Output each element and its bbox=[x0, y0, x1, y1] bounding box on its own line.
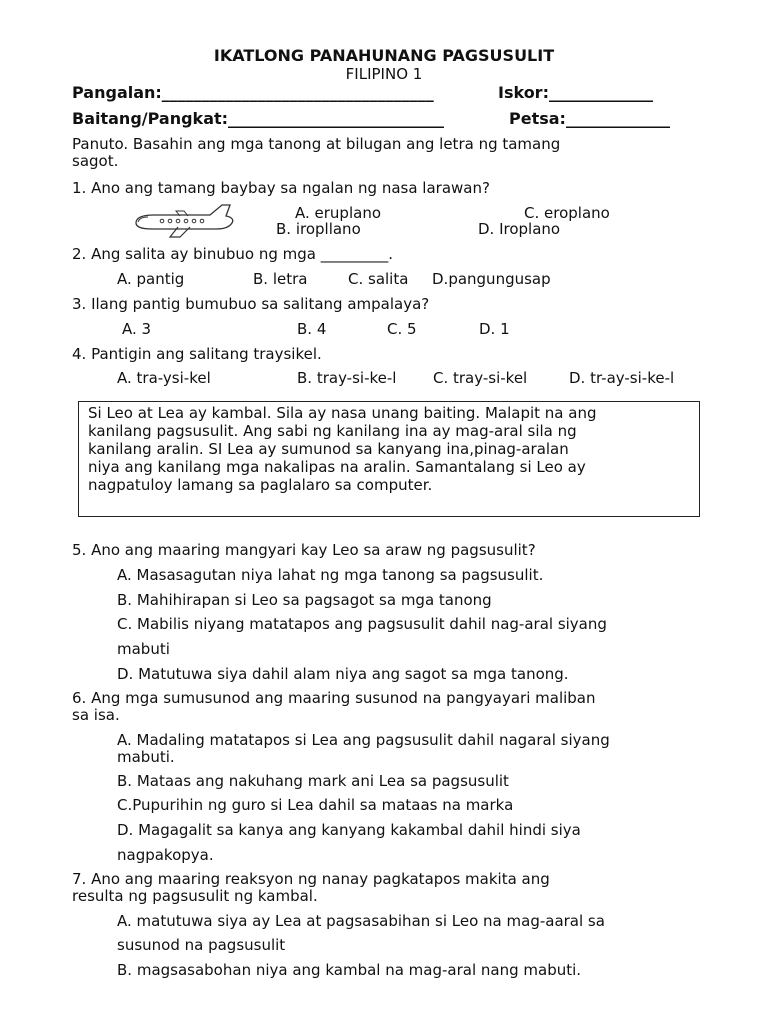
passage-line: Si Leo at Lea ay kambal. Sila ay nasa unang baiting. Malapit na ang bbox=[88, 404, 597, 422]
q6-choice-a-cont: mabuti. bbox=[117, 748, 175, 766]
reading-passage-box bbox=[78, 401, 700, 517]
subject-label: FILIPINO 1 bbox=[345, 65, 423, 83]
reading-passage-text bbox=[88, 404, 693, 494]
q1-choice-c[interactable]: C. eroplano bbox=[524, 204, 610, 222]
q1-choice-d[interactable]: D. Iroplano bbox=[478, 220, 561, 238]
q5-choice-c-cont: mabuti bbox=[117, 640, 170, 658]
q4-choice-a[interactable]: A. tra-ysi-kel bbox=[117, 369, 211, 387]
q7-choice-a-cont: susunod na pagsusulit bbox=[117, 936, 286, 954]
q4-choice-b[interactable]: B. tray-si-ke-l bbox=[297, 369, 397, 387]
q5-choice-b[interactable]: B. Mahihirapan si Leo sa pagsagot sa mga tanong bbox=[117, 591, 492, 609]
passage-line: kanilang aralin. SI Lea ay sumunod sa kanyang ina,pinag-aralan bbox=[88, 440, 569, 458]
passage-line: niya ang kanilang mga nakalipas na aralin. Samantalang si Leo ay bbox=[88, 458, 586, 476]
q4-choice-c[interactable]: C. tray-si-kel bbox=[433, 369, 528, 387]
passage-line: kanilang pagsusulit. Ang sabi ng kanilang ina ay mag-aral sila ng bbox=[88, 422, 577, 440]
q7-choice-b[interactable]: B. magsasabohan niya ang kambal na mag-aral nang mabuti. bbox=[117, 961, 582, 979]
instructions-line-2: sagot. bbox=[72, 152, 119, 170]
question-2: 2. Ang salita ay binubuo ng mga _________. bbox=[72, 245, 393, 263]
airplane-icon bbox=[130, 203, 238, 239]
q3-choice-a[interactable]: A. 3 bbox=[122, 320, 152, 338]
question-7: 7. Ano ang maaring reaksyon ng nanay pagkatapos makita ang bbox=[72, 870, 550, 888]
q6-choice-c[interactable]: C.Pupurihin ng guro si Lea dahil sa mataas na marka bbox=[117, 796, 514, 814]
instructions-line-1: Panuto. Basahin ang mga tanong at bilugan ang letra ng tamang bbox=[72, 135, 561, 153]
question-4: 4. Pantigin ang salitang traysikel. bbox=[72, 345, 322, 363]
score-field-label: Iskor:_____________ bbox=[498, 83, 653, 102]
question-5: 5. Ano ang maaring mangyari kay Leo sa araw ng pagsusulit? bbox=[72, 541, 536, 559]
q2-choice-b[interactable]: B. letra bbox=[253, 270, 308, 288]
q1-choice-b[interactable]: B. iropllano bbox=[276, 220, 361, 238]
q6-choice-b[interactable]: B. Mataas ang nakuhang mark ani Lea sa pagsusulit bbox=[117, 772, 509, 790]
question-6-cont: sa isa. bbox=[72, 706, 120, 724]
question-7-cont: resulta ng pagsusulit ng kambal. bbox=[72, 887, 318, 905]
question-6: 6. Ang mga sumusunod ang maaring susunod na pangyayari maliban bbox=[72, 689, 596, 707]
q2-choice-c[interactable]: C. salita bbox=[348, 270, 409, 288]
question-1: 1. Ano ang tamang baybay sa ngalan ng nasa larawan? bbox=[72, 179, 490, 197]
q5-choice-d[interactable]: D. Matutuwa siya dahil alam niya ang sagot sa mga tanong. bbox=[117, 665, 569, 683]
q6-choice-a[interactable]: A. Madaling matatapos si Lea ang pagsusulit dahil nagaral siyang bbox=[117, 731, 610, 749]
q3-choice-c[interactable]: C. 5 bbox=[387, 320, 417, 338]
passage-line: nagpatuloy lamang sa paglalaro sa computer. bbox=[88, 476, 433, 494]
q4-choice-d[interactable]: D. tr-ay-si-ke-l bbox=[569, 369, 675, 387]
page-title: IKATLONG PANAHUNANG PAGSUSULIT bbox=[213, 46, 555, 65]
question-3: 3. Ilang pantig bumubuo sa salitang ampalaya? bbox=[72, 295, 430, 313]
q6-choice-d-cont: nagpakopya. bbox=[117, 846, 214, 864]
q2-choice-a[interactable]: A. pantig bbox=[117, 270, 185, 288]
name-field-label: Pangalan:__________________________________ bbox=[72, 83, 434, 102]
q7-choice-a[interactable]: A. matutuwa siya ay Lea at pagsasabihan si Leo na mag-aaral sa bbox=[117, 912, 605, 930]
q6-choice-d[interactable]: D. Magagalit sa kanya ang kanyang kakambal dahil hindi siya bbox=[117, 821, 581, 839]
q5-choice-c[interactable]: C. Mabilis niyang matatapos ang pagsusulit dahil nag-aral siyang bbox=[117, 615, 607, 633]
q1-choice-a[interactable]: A. eruplano bbox=[295, 204, 382, 222]
q3-choice-d[interactable]: D. 1 bbox=[479, 320, 510, 338]
q5-choice-a[interactable]: A. Masasagutan niya lahat ng mga tanong sa pagsusulit. bbox=[117, 566, 544, 584]
q2-choice-d[interactable]: D.pangungusap bbox=[432, 270, 551, 288]
q3-choice-b[interactable]: B. 4 bbox=[297, 320, 327, 338]
date-field-label: Petsa:_____________ bbox=[509, 109, 670, 128]
grade-section-field-label: Baitang/Pangkat:___________________________ bbox=[72, 109, 445, 128]
